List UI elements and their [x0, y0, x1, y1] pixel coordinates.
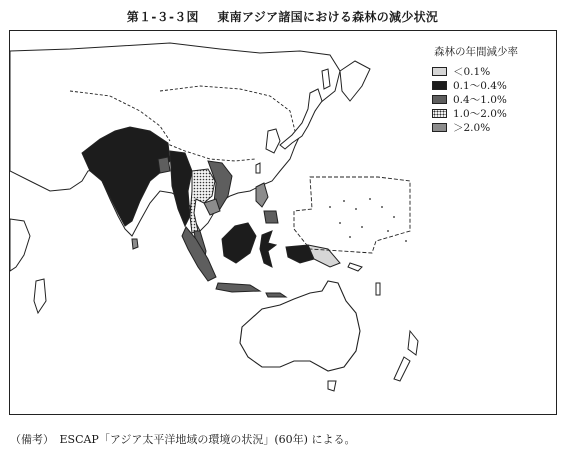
madagascar-island [34, 279, 46, 313]
legend-swatch-lt-0-1 [432, 67, 447, 76]
legend-swatch-gt-2-0 [432, 123, 447, 132]
source-note: （備考） ESCAP「アジア太平洋地域の環境の状況」(60年) による。 [10, 433, 356, 446]
legend-label: ＞2.0% [453, 122, 491, 134]
figure-number: 第１-３-３図 [126, 10, 199, 24]
kamchatka-peninsula [340, 61, 370, 101]
lesser-sunda-islands [266, 293, 286, 297]
legend-swatch-0-4-to-1-0 [432, 95, 447, 104]
new-zealand-south-island [394, 357, 410, 381]
legend-label: 1.0～2.0% [453, 108, 507, 120]
new-zealand-north-island [408, 331, 418, 355]
borneo-island [222, 223, 256, 263]
solomon-islands [348, 263, 362, 271]
map-legend [432, 44, 550, 135]
sri-lanka [132, 239, 138, 249]
figure-title-text: 東南アジア諸国における森林の減少状況 [217, 10, 439, 24]
legend-item [432, 107, 550, 120]
tasmania-island [328, 381, 336, 391]
africa-east-coast [10, 219, 30, 271]
taiwan-island [256, 163, 260, 173]
bangladesh-region [158, 157, 170, 173]
java-island [216, 283, 260, 292]
legend-label: ＜0.1% [453, 66, 491, 78]
mindanao-island [264, 211, 278, 223]
legend-swatch-1-0-to-2-0 [432, 109, 447, 118]
legend-item [432, 79, 550, 92]
pacific-islands-boundary [294, 177, 410, 253]
legend-swatch-0-1-to-0-4 [432, 81, 447, 90]
figure-title [0, 8, 565, 25]
legend-item [432, 65, 550, 78]
sulawesi-island [260, 231, 276, 267]
myanmar-region [170, 151, 192, 226]
legend-label: 0.1～0.4% [453, 80, 507, 92]
philippines-islands [256, 183, 268, 207]
australia-continent [240, 281, 360, 371]
vanuatu-fiji-islands [376, 283, 380, 295]
legend-label: 0.4～1.0% [453, 94, 507, 106]
papua-new-guinea [308, 245, 340, 267]
legend-item [432, 93, 550, 106]
sakhalin-island [322, 69, 330, 89]
legend-title: 森林の年間減少率 [434, 46, 518, 58]
legend-item [432, 121, 550, 134]
